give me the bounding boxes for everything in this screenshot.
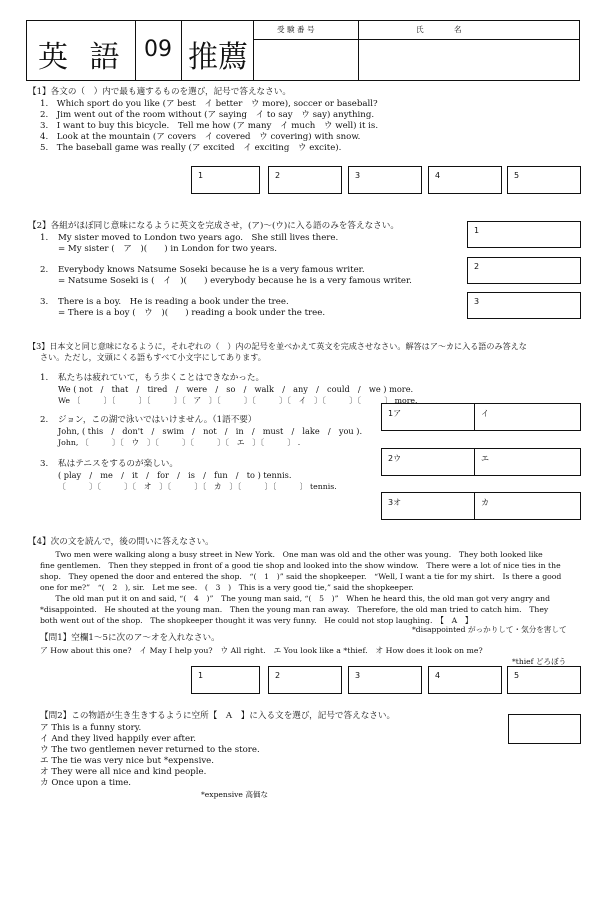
s3-item3-num: 3.: [40, 459, 49, 469]
q2-choice-i: イ And they lived happily ever after.: [40, 734, 196, 744]
footnote-expensive: *expensive 高価な: [201, 790, 269, 799]
footnote-disappointed: *disappointed がっかりして・気分を害して: [412, 625, 567, 634]
s3-answer-2u[interactable]: [381, 448, 475, 476]
s2-item3-a: There is a boy. He is reading a book under the tree.: [58, 297, 289, 307]
s3-item3-jp: 私はテニスをするのが楽しい。: [58, 459, 178, 469]
s3-item3-words: ( play / me / it / for / is / fun / to ) tennis.: [58, 470, 292, 480]
q1-answer-box-4[interactable]: [428, 666, 502, 694]
section4-heading: 【4】次の文を読んで，後の問いに答えなさい。: [28, 537, 214, 547]
footnote-thief: *thief どろぼう: [512, 657, 567, 666]
s3-item2-jp: ジョン，この湖で泳いではいけません。（1語不要）: [58, 415, 257, 425]
q2-choice-ka: カ Once upon a time.: [40, 778, 132, 788]
s2-item2-b: = Natsume Soseki is ( イ )( ) everybody because he is a very famous writer.: [58, 276, 412, 286]
s4-para-line-3: shop. They opened the door and entered the shop. “( 1 )” said the shopkeeper. “Well, I want a tie for my shirt. Is there a good: [40, 572, 562, 581]
s1-answer-box-1[interactable]: [191, 166, 260, 194]
s4-para-line-5: The old man put it on and said, “( 4 )” The young man said, “( 5 )” When he heard this, the old man got very angry and: [40, 594, 551, 603]
q2-choice-o: オ They were all nice and kind people.: [40, 767, 207, 777]
box-label: 1: [198, 671, 204, 680]
q2-choice-u: ウ The two gentlemen never returned to the store.: [40, 745, 260, 755]
section1-heading: 【1】各文の（ ）内で最も適するものを選び，記号で答えなさい。: [28, 87, 291, 97]
s1-line-2: 2. Jim went out of the room without (ア saying イ to say ウ say) anything.: [40, 110, 375, 120]
cell-label: カ: [481, 498, 489, 507]
exam-number-field[interactable]: [255, 40, 357, 80]
type-cell: [182, 20, 254, 81]
section3-heading-line1: 【3】日本文と同じ意味になるように，それぞれの（ ）内の記号を並べかえて英文を完成させなさい。解答はア～カに入る語のみ答えな: [28, 341, 527, 351]
box-label: 3: [355, 171, 361, 180]
s4-para-line-1: Two men were walking along a busy street in New York. One man was old and the other was young. They both looked like: [40, 550, 543, 559]
s4-para-line-2: fine gentlemen. Then they stepped in front of a good tie shop and looked into the show window. There were a lot of nice ties in the: [40, 561, 561, 570]
s2-answer-box-1[interactable]: [467, 221, 581, 248]
cell-label: 2ウ: [388, 454, 402, 463]
s1-line-3: 3. I want to buy this bicycle. Tell me how (ア many イ much ウ well) it is.: [40, 121, 379, 131]
s1-line-1: 1. Which sport do you like (ア best イ better ウ more), soccer or baseball?: [40, 99, 378, 109]
s3-item1-jp: 私たちは疲れていて，もう歩くことはできなかった。: [58, 373, 265, 383]
box-label: 3: [474, 297, 480, 306]
s3-answer-1a[interactable]: [381, 403, 475, 431]
s2-item2-a: Everybody knows Natsume Soseki because he is a very famous writer.: [58, 265, 365, 275]
s3-item2-words: John, ( this / don't / swim / not / in / must / lake / you ).: [58, 426, 363, 436]
s2-item3-num: 3.: [40, 297, 49, 307]
s2-item3-b: = There is a boy ( ウ )( ) reading a book under the tree.: [58, 308, 326, 318]
q2-answer-box[interactable]: [508, 714, 581, 744]
s3-item1-blanks: We 〔 〕〔 〕〔 〕〔 ア 〕〔 〕〔 〕〔 イ 〕〔 〕〔 〕 more.: [58, 396, 418, 405]
section3-heading-line2: さい。ただし，文頭にくる語もすべて小文字にしてあります。: [40, 352, 266, 362]
s4-para-line-6: *disappointed. He shouted at the young man. Then the young man ran away. Therefore, the old man tried to catch him. They: [40, 605, 549, 614]
subject-title: 英 語: [38, 40, 126, 75]
s1-answer-box-3[interactable]: [348, 166, 422, 194]
box-label: 1: [474, 226, 480, 235]
cell-label: イ: [481, 409, 489, 418]
s4-para-line-7: both went out of the shop. The shopkeeper thought it was very funny. He could not stop laughing. 【 A 】: [40, 616, 473, 625]
s2-item1-b: = My sister ( ア )( ) in London for two years.: [58, 244, 277, 254]
s1-answer-box-5[interactable]: [507, 166, 581, 194]
q2-heading: 【問2】この物語が生き生きするように空所【 A 】に入る文を選び，記号で答えなさい。: [40, 711, 396, 721]
s1-line-5: 5. The baseball game was really (ア excited イ exciting ウ excite).: [40, 143, 342, 153]
s1-line-4: 4. Look at the mountain (ア covers イ covered ウ covering) with snow.: [40, 132, 361, 142]
s3-item3-blanks: 〔 〕〔 〕〔 オ 〕〔 〕〔 カ 〕〔 〕〔 〕 tennis.: [58, 482, 337, 491]
q1-heading: 【問1】空欄1～5に次のア～オを入れなさい。: [40, 633, 220, 643]
s1-answer-box-4[interactable]: [428, 166, 502, 194]
s2-answer-box-2[interactable]: [467, 257, 581, 284]
subject-cell: [26, 20, 136, 81]
exam-type: 推薦: [188, 40, 248, 75]
box-label: 5: [514, 671, 520, 680]
s3-answer-2e[interactable]: [474, 448, 581, 476]
s3-item1-words: We ( not / that / tired / were / so / walk / any / could / we ) more.: [58, 384, 414, 394]
s3-item2-num: 2.: [40, 415, 49, 425]
s2-item1-num: 1.: [40, 233, 49, 243]
s4-para-line-4: one for me?” “( 2 ), sir. Let me see. ( 3 ) This is a very good tie,” said the shopkeeper.: [40, 583, 414, 592]
q2-choice-e: エ The tie was very nice but *expensive.: [40, 756, 215, 766]
q2-choice-a: ア This is a funny story.: [40, 723, 142, 733]
code-cell: [136, 20, 182, 81]
exam-number-label: 受 験 番 号: [277, 25, 315, 34]
s3-answer-3o[interactable]: [381, 492, 475, 520]
box-label: 3: [355, 671, 361, 680]
s3-answer-3ka[interactable]: [474, 492, 581, 520]
s3-item1-num: 1.: [40, 373, 49, 383]
box-label: 4: [435, 171, 441, 180]
box-label: 5: [514, 171, 520, 180]
q1-answer-box-2[interactable]: [268, 666, 342, 694]
s3-item2-blanks: John, 〔 〕〔 ウ 〕〔 〕〔 〕〔 エ 〕〔 〕 .: [58, 438, 301, 447]
name-field[interactable]: [359, 40, 579, 80]
s1-answer-box-2[interactable]: [268, 166, 342, 194]
q1-answer-box-1[interactable]: [191, 666, 260, 694]
cell-label: エ: [481, 454, 489, 463]
q1-choices: ア How about this one? イ May I help you? ウ All right. エ You look like a *thief. オ How does it look on me?: [40, 646, 483, 655]
q1-answer-box-3[interactable]: [348, 666, 422, 694]
s2-answer-box-3[interactable]: [467, 292, 581, 319]
box-label: 2: [275, 171, 281, 180]
cell-label: 1ア: [388, 409, 402, 418]
s2-item2-num: 2.: [40, 265, 49, 275]
q1-answer-box-5[interactable]: [507, 666, 581, 694]
cell-label: 3オ: [388, 498, 402, 507]
box-label: 1: [198, 171, 204, 180]
section2-heading: 【2】各組がほぼ同じ意味になるように英文を完成させ，(ア)～(ウ)に入る語のみを答えなさい。: [28, 221, 399, 231]
box-label: 2: [474, 262, 480, 271]
name-label: 氏 名: [416, 25, 462, 34]
box-label: 2: [275, 671, 281, 680]
exam-code: 09: [144, 37, 172, 62]
box-label: 4: [435, 671, 441, 680]
s3-answer-1i[interactable]: [474, 403, 581, 431]
s2-item1-a: My sister moved to London two years ago. She still lives there.: [58, 233, 339, 243]
